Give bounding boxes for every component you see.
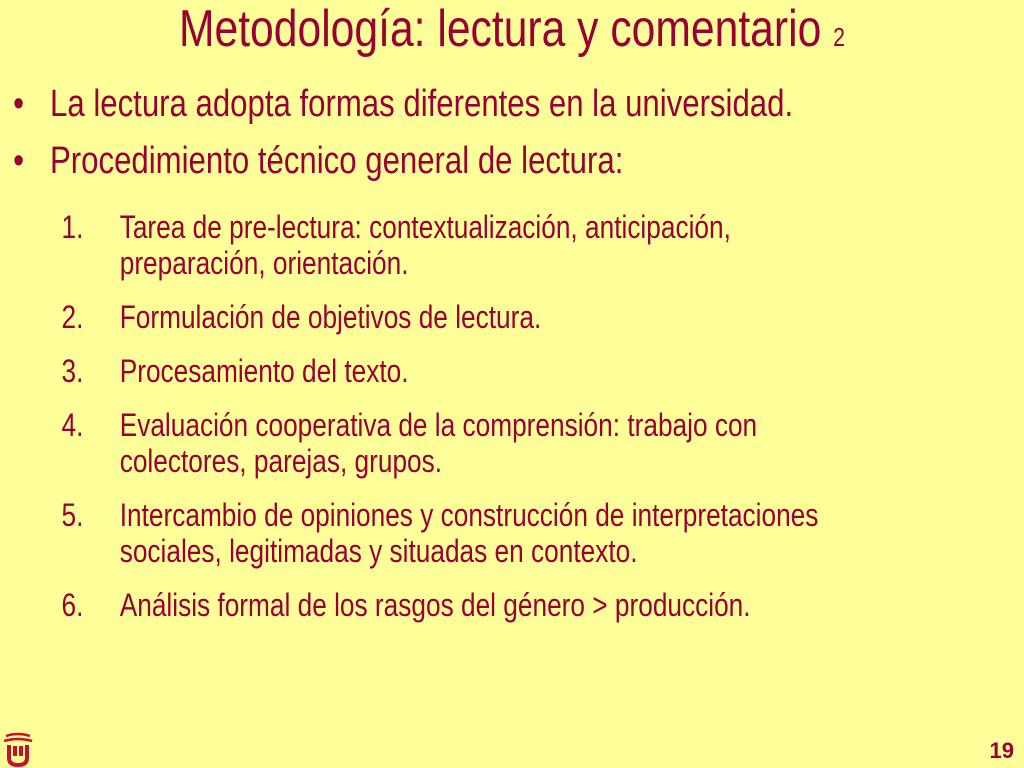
slide-title [92,0,932,66]
step-item [0,353,840,389]
step-item [0,209,840,281]
step-text: Formulación de objetivos de lectura. [119,299,542,335]
step-text: Evaluación cooperativa de la comprensión: trabajo con colectores, parejas, grupos. [119,407,758,479]
bullet-text: La lectura adopta formas diferentes en la universidad. [50,83,794,125]
university-logo-icon [0,732,36,768]
numbered-step-list [0,209,1024,641]
step-text: Análisis formal de los rasgos del género > producción. [119,587,751,623]
step-number: 3. [61,353,84,389]
step-item [0,497,840,569]
page-number: 19 [989,738,1014,763]
bullet-text: Procedimiento técnico general de lectura: [50,140,624,182]
step-text: Tarea de pre-lectura: contextualización, anticipación, preparación, orientación. [119,209,731,281]
step-text: Procesamiento del texto. [119,353,409,389]
step-number: 1. [61,209,84,245]
bullet-dot-icon: • [13,140,25,182]
bullet-item [0,139,840,196]
step-number: 2. [61,299,84,335]
slide-content [0,82,1024,623]
step-text: Intercambio de opiniones y construcción de interpretaciones sociales, legitimadas y situadas en contexto. [119,497,819,569]
step-number: 4. [61,407,84,443]
bullet-item [0,82,840,139]
step-number: 6. [61,587,84,623]
step-item [0,299,840,335]
bullet-dot-icon: • [13,83,25,125]
step-number: 5. [61,497,84,533]
step-item [0,407,840,479]
step-item [0,587,840,623]
bullet-list [0,82,1024,196]
slide-title-text: Metodología: lectura y comentario [178,0,822,58]
slide-title-number: 2 [833,22,846,52]
